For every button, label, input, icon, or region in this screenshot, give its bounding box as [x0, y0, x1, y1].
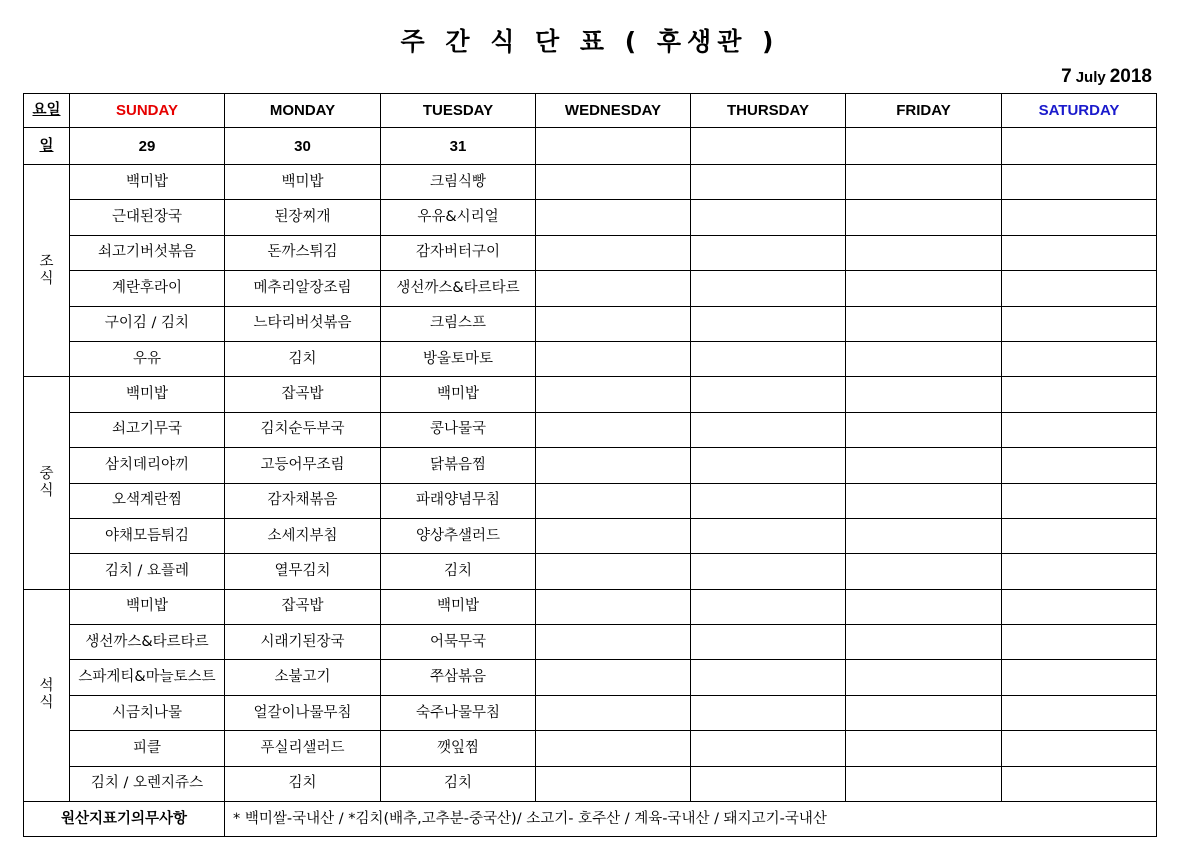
dish-cell: [225, 271, 381, 306]
dish-name: 감자버터구이: [415, 244, 501, 261]
meal-label-char: 조: [39, 253, 54, 270]
dish-cell: [381, 766, 536, 801]
dish-cell: [691, 695, 846, 730]
dish-row: [24, 660, 1157, 695]
date-year: 2018: [1109, 66, 1152, 87]
page-title: 주 간 식 단 표 ( 후생관 ): [400, 27, 780, 56]
date-cell: 29: [70, 128, 225, 165]
dish-cell: [536, 200, 691, 235]
dish-cell: [1002, 731, 1157, 766]
dish-cell: [381, 200, 536, 235]
dish-row: [24, 377, 1157, 412]
dish-name: 깻잎찜: [436, 739, 480, 756]
dish-cell: [225, 589, 381, 624]
dish-cell: [225, 731, 381, 766]
date-cell: [536, 128, 691, 165]
dish-cell: [846, 235, 1002, 270]
dish-cell: [536, 412, 691, 447]
dish-row: [24, 518, 1157, 553]
dish-row: [24, 271, 1157, 306]
dish-cell: [1002, 271, 1157, 306]
weekly-menu-table: [23, 93, 1157, 837]
dish-name: 닭볶음찜: [429, 456, 487, 473]
dish-cell: [225, 377, 381, 412]
date-cell: [691, 128, 846, 165]
dish-name: 오색계란찜: [111, 492, 183, 509]
date-cell: [1002, 128, 1157, 165]
dish-cell: [381, 271, 536, 306]
meal-label-char: 중: [39, 466, 54, 483]
dish-cell: [846, 766, 1002, 801]
dish-cell: [536, 518, 691, 553]
dish-cell: [1002, 200, 1157, 235]
dish-cell: [691, 625, 846, 660]
dish-name: 잡곡밥: [281, 386, 324, 403]
dish-cell: [70, 766, 225, 801]
date-cell: [846, 128, 1002, 165]
dish-cell: [691, 235, 846, 270]
date-month: July: [1075, 69, 1106, 86]
dish-cell: [1002, 165, 1157, 200]
dish-cell: [691, 766, 846, 801]
dish-cell: [536, 766, 691, 801]
dish-cell: [381, 448, 536, 483]
dish-cell: [1002, 483, 1157, 518]
dish-cell: [381, 660, 536, 695]
dish-cell: [1002, 448, 1157, 483]
dish-cell: [536, 625, 691, 660]
dish-name: 생선까스&타르타르: [85, 633, 209, 650]
dish-name: 돈까스튀김: [267, 244, 338, 261]
date-row: [24, 128, 1157, 165]
dish-row: [24, 483, 1157, 518]
meal-label-char: 석: [39, 678, 54, 695]
dish-name: 쇠고기버섯볶음: [97, 244, 197, 261]
dish-cell: [225, 660, 381, 695]
dish-cell: [536, 165, 691, 200]
dish-cell: [70, 377, 225, 412]
date-day: 7: [1061, 66, 1072, 87]
dish-cell: [1002, 766, 1157, 801]
dish-cell: [846, 377, 1002, 412]
dish-name: 백미밥: [125, 173, 169, 190]
meal-label: [24, 165, 70, 377]
dish-name: 크림식빵: [429, 173, 487, 190]
dish-name: 된장찌개: [274, 209, 331, 226]
dish-cell: [846, 165, 1002, 200]
day-label: 요일: [24, 94, 70, 128]
day-header-friday: FRIDAY: [846, 94, 1002, 128]
dish-name: 얼갈이나물무침: [253, 704, 352, 721]
dish-name: 스파게티&마늘토스트: [78, 669, 216, 686]
dish-cell: [691, 731, 846, 766]
dish-name: 계란후라이: [111, 279, 183, 296]
dish-cell: [846, 625, 1002, 660]
dish-cell: [846, 660, 1002, 695]
dish-cell: [536, 341, 691, 376]
dish-cell: [70, 306, 225, 341]
dish-name: 콩나물국: [429, 421, 487, 438]
dish-row: [24, 235, 1157, 270]
dish-name: 백미밥: [125, 386, 169, 403]
dish-cell: [536, 695, 691, 730]
dish-cell: [225, 518, 381, 553]
dish-cell: [70, 165, 225, 200]
dish-name: 김치 / 요플레: [104, 562, 190, 579]
dish-cell: [536, 554, 691, 589]
dish-name: 김치 / 오렌지쥬스: [90, 775, 204, 792]
dish-row: [24, 165, 1157, 200]
day-header-sunday: SUNDAY: [70, 94, 225, 128]
dish-cell: [691, 306, 846, 341]
dish-name: 우유: [132, 350, 161, 367]
meal-label: [24, 377, 70, 589]
dish-cell: [846, 554, 1002, 589]
dish-cell: [70, 731, 225, 766]
meal-label: [24, 589, 70, 801]
dish-cell: [691, 377, 846, 412]
dish-row: [24, 306, 1157, 341]
dish-name: 양상추샐러드: [415, 527, 501, 544]
dish-name: 생선까스&타르타르: [396, 279, 520, 296]
dish-cell: [70, 341, 225, 376]
dish-cell: [691, 483, 846, 518]
dish-name: 감자채볶음: [267, 492, 338, 509]
dish-name: 김치: [288, 350, 317, 367]
dish-name: 방울토마토: [422, 350, 494, 367]
dish-cell: [846, 200, 1002, 235]
dish-name: 시래기된장국: [260, 633, 345, 650]
dish-cell: [381, 341, 536, 376]
dish-name: 김치순두부국: [260, 421, 345, 438]
dish-cell: [1002, 660, 1157, 695]
dish-name: 쭈삼볶음: [429, 669, 487, 686]
dish-cell: [536, 660, 691, 695]
dish-name: 근대된장국: [111, 209, 183, 226]
dish-name: 소불고기: [274, 669, 331, 686]
dish-cell: [1002, 306, 1157, 341]
dish-cell: [691, 165, 846, 200]
dish-cell: [691, 518, 846, 553]
dish-cell: [225, 766, 381, 801]
dish-cell: [691, 412, 846, 447]
dish-name: 김치: [443, 775, 472, 792]
dish-name: 푸실리샐러드: [260, 739, 345, 756]
dish-cell: [70, 448, 225, 483]
menu-date: [1061, 66, 1152, 88]
dish-cell: [381, 554, 536, 589]
dish-cell: [1002, 625, 1157, 660]
dish-name: 백미밥: [436, 598, 480, 615]
dish-cell: [536, 306, 691, 341]
dish-cell: [1002, 235, 1157, 270]
dish-name: 김치: [443, 562, 472, 579]
dish-row: [24, 625, 1157, 660]
dish-name: 파래양념무침: [415, 492, 501, 509]
origin-label: 원산지표기의무사항: [24, 802, 225, 837]
dish-cell: [536, 589, 691, 624]
dish-cell: [846, 341, 1002, 376]
dish-name: 숙주나물무침: [415, 704, 501, 721]
dish-cell: [1002, 554, 1157, 589]
dish-cell: [381, 695, 536, 730]
dish-cell: [846, 695, 1002, 730]
dish-cell: [846, 483, 1002, 518]
dish-cell: [225, 200, 381, 235]
dish-cell: [846, 518, 1002, 553]
dish-cell: [225, 341, 381, 376]
dish-cell: [1002, 377, 1157, 412]
dish-row: [24, 766, 1157, 801]
dish-name: 우유&시리얼: [417, 209, 499, 226]
dish-cell: [70, 554, 225, 589]
day-header-saturday: SATURDAY: [1002, 94, 1157, 128]
day-header-row: [24, 94, 1157, 128]
dish-cell: [70, 695, 225, 730]
dish-cell: [691, 589, 846, 624]
dish-cell: [381, 518, 536, 553]
dish-cell: [536, 448, 691, 483]
dish-cell: [70, 235, 225, 270]
dish-cell: [225, 625, 381, 660]
dish-cell: [225, 165, 381, 200]
dish-cell: [225, 695, 381, 730]
date-cell: 30: [225, 128, 381, 165]
dish-cell: [225, 306, 381, 341]
dish-cell: [1002, 695, 1157, 730]
dish-cell: [70, 625, 225, 660]
dish-cell: [381, 165, 536, 200]
day-header-wednesday: WEDNESDAY: [536, 94, 691, 128]
day-header-tuesday: TUESDAY: [381, 94, 536, 128]
dish-cell: [225, 554, 381, 589]
dish-cell: [536, 271, 691, 306]
dish-cell: [846, 306, 1002, 341]
dish-cell: [536, 377, 691, 412]
dish-cell: [381, 625, 536, 660]
dish-name: 백미밥: [281, 173, 324, 190]
dish-name: 쇠고기무국: [111, 421, 183, 438]
dish-cell: [225, 235, 381, 270]
dish-cell: [70, 200, 225, 235]
dish-cell: [536, 731, 691, 766]
dish-row: [24, 200, 1157, 235]
dish-row: [24, 448, 1157, 483]
dish-cell: [381, 589, 536, 624]
dish-cell: [691, 660, 846, 695]
dish-name: 열무김치: [274, 562, 331, 579]
origin-text: * 백미쌀-국내산 / *김치(배추,고추분-중국산)/ 소고기- 호주산 / 계육-국내산 / 돼지고기-국내산: [225, 802, 1157, 837]
dish-cell: [381, 412, 536, 447]
dish-cell: [381, 235, 536, 270]
dish-cell: [846, 731, 1002, 766]
date-cell: 31: [381, 128, 536, 165]
date-label: 일: [24, 128, 70, 165]
dish-cell: [225, 412, 381, 447]
dish-name: 삼치데리야끼: [104, 456, 190, 473]
day-header-thursday: THURSDAY: [691, 94, 846, 128]
dish-cell: [846, 271, 1002, 306]
dish-name: 구이김 / 김치: [104, 315, 190, 332]
dish-cell: [70, 271, 225, 306]
dish-name: 어묵무국: [429, 633, 487, 650]
dish-cell: [225, 448, 381, 483]
dish-name: 백미밥: [436, 386, 480, 403]
dish-cell: [1002, 518, 1157, 553]
dish-name: 김치: [288, 775, 317, 792]
dish-cell: [1002, 589, 1157, 624]
dish-cell: [70, 660, 225, 695]
dish-cell: [691, 200, 846, 235]
dish-cell: [70, 589, 225, 624]
dish-cell: [691, 271, 846, 306]
dish-cell: [846, 412, 1002, 447]
dish-row: [24, 695, 1157, 730]
dish-cell: [691, 448, 846, 483]
menu-body: [24, 94, 1157, 837]
dish-cell: [536, 483, 691, 518]
dish-name: 메추리알장조림: [253, 279, 352, 296]
dish-cell: [70, 412, 225, 447]
dish-cell: [70, 483, 225, 518]
footer-row: [24, 802, 1157, 837]
dish-row: [24, 412, 1157, 447]
dish-row: [24, 731, 1157, 766]
meal-label-char: 식: [39, 483, 54, 500]
dish-name: 피클: [132, 739, 161, 756]
dish-cell: [691, 341, 846, 376]
dish-cell: [1002, 412, 1157, 447]
dish-cell: [381, 377, 536, 412]
dish-cell: [1002, 341, 1157, 376]
meal-label-char: 식: [39, 270, 54, 287]
dish-cell: [381, 731, 536, 766]
dish-row: [24, 589, 1157, 624]
dish-cell: [381, 306, 536, 341]
dish-name: 야채모듬튀김: [104, 527, 190, 544]
dish-cell: [846, 448, 1002, 483]
day-header-monday: MONDAY: [225, 94, 381, 128]
dish-cell: [691, 554, 846, 589]
dish-name: 잡곡밥: [281, 598, 324, 615]
dish-name: 백미밥: [125, 598, 169, 615]
meal-label-char: 식: [39, 695, 54, 712]
dish-name: 시금치나물: [111, 704, 183, 721]
dish-row: [24, 341, 1157, 376]
dish-name: 소세지부침: [267, 527, 338, 544]
dish-cell: [70, 518, 225, 553]
dish-row: [24, 554, 1157, 589]
dish-name: 크림스프: [429, 315, 487, 332]
dish-cell: [846, 589, 1002, 624]
dish-cell: [381, 483, 536, 518]
dish-cell: [536, 235, 691, 270]
dish-name: 고등어무조림: [260, 456, 345, 473]
dish-cell: [225, 483, 381, 518]
dish-name: 느타리버섯볶음: [253, 315, 352, 332]
